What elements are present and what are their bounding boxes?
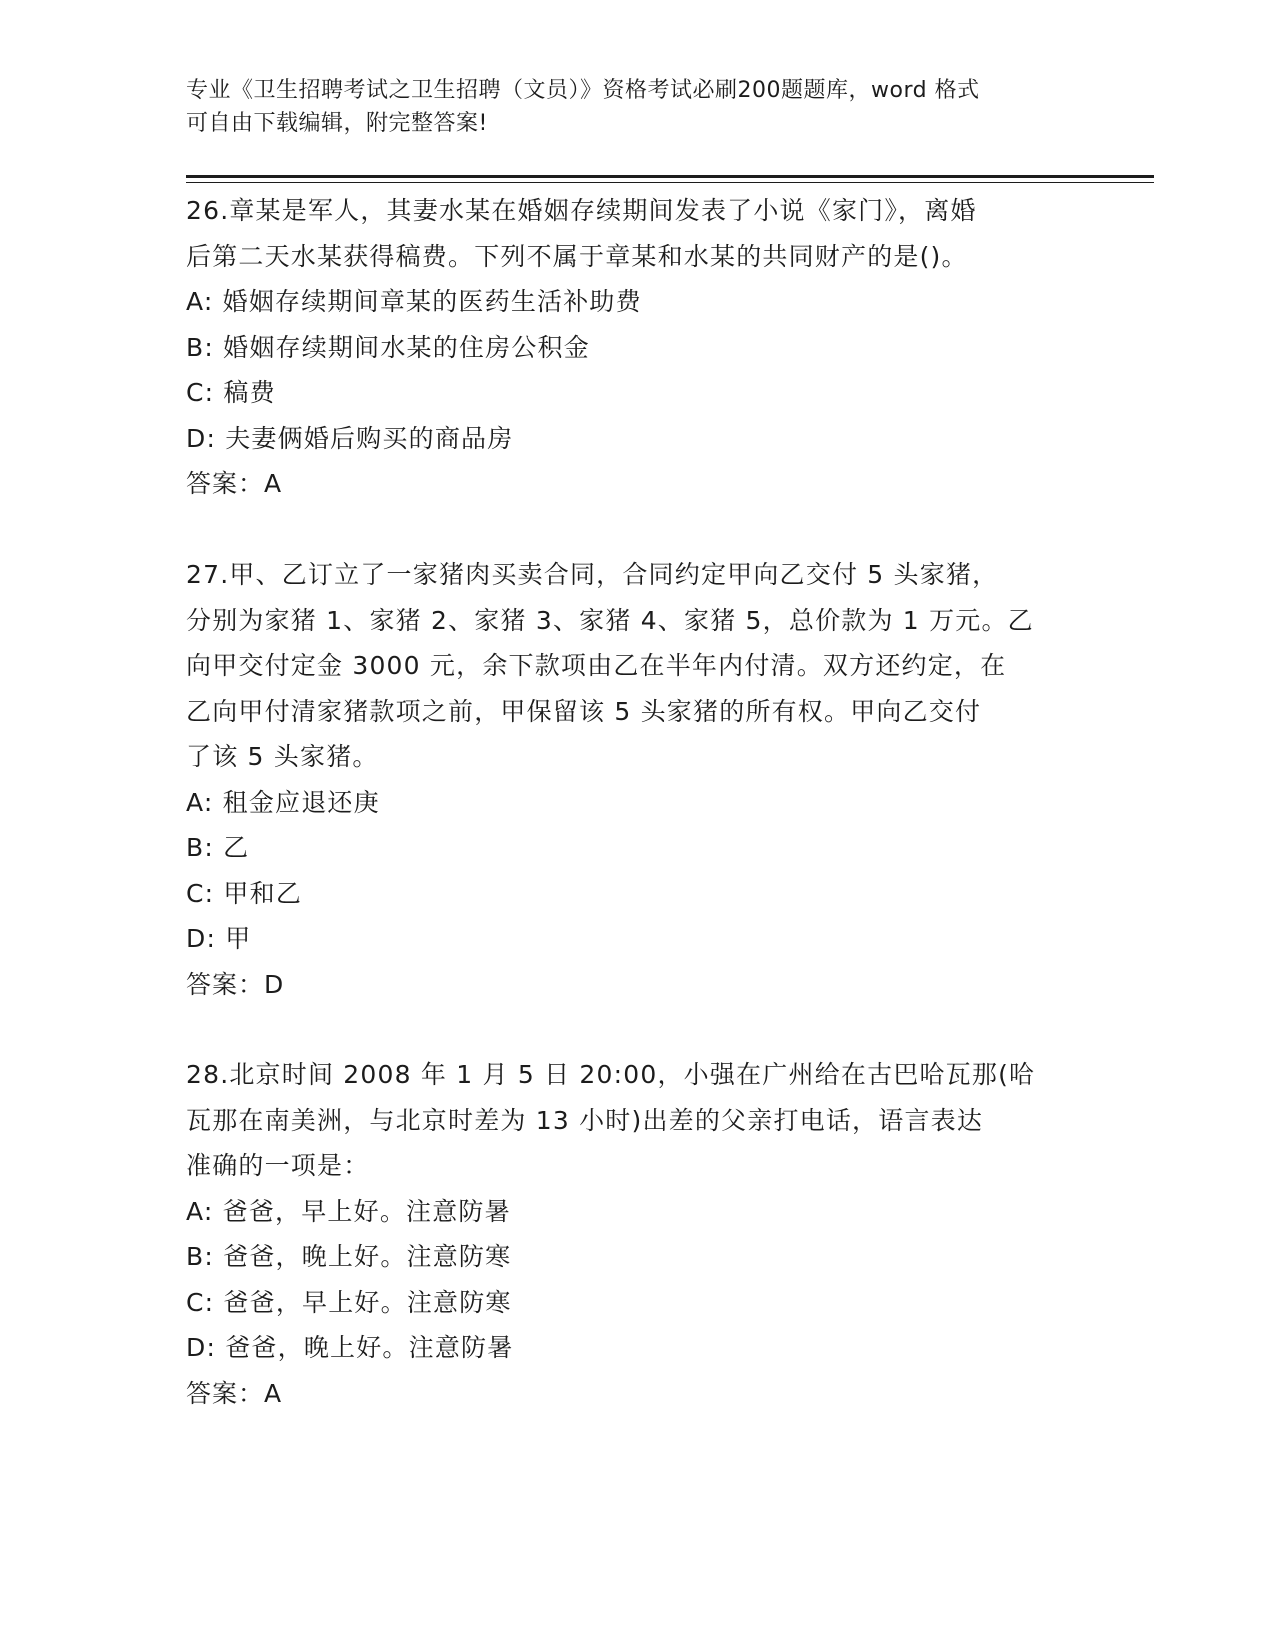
question-stem: 27.甲、乙订立了一家猪肉买卖合同，合同约定甲向乙交付 5 头家猪， 分别为家猪 1、家猪 2、家猪 3、家猪 4、家猪 5，总价款为 1 万元。乙 向甲交付定金 3000 元，余下款项由乙在半年内付清。双方还约定，在 乙向甲付清家猪款项之前，甲保留该 5 头家猪的所有权。甲向乙交付 了该 5 头家猪。: [186, 560, 1034, 771]
intro-line-2: 可自由下载编辑，附完整答案!: [186, 111, 488, 136]
answer-line: 答案：A: [186, 1378, 283, 1408]
answer-line: 答案：A: [186, 469, 283, 498]
option-b: B: 乙: [186, 833, 250, 862]
option-c: C: 甲和乙: [186, 878, 303, 908]
header-divider-thin: [186, 182, 1154, 183]
option-d: D: 夫妻俩婚后购买的商品房: [186, 423, 514, 453]
intro-line-1: 专业《卫生招聘考试之卫生招聘（文员）》资格考试必刷200题题库，word 格式: [186, 78, 980, 103]
question-stem: 26.章某是军人，其妻水某在婚姻存续期间发表了小说《家门》，离婚 后第二天水某获得稿费。下列不属于章某和水某的共同财产的是()。: [186, 196, 977, 271]
question-block: [186, 552, 1086, 1007]
option-b: B: 婚姻存续期间水某的住房公积金: [186, 332, 590, 362]
option-a: A: 租金应退还庚: [186, 787, 380, 817]
option-a: A: 婚姻存续期间章某的医药生活补助费: [186, 287, 642, 316]
question-block: [186, 1052, 1086, 1416]
question-block: [186, 188, 1086, 507]
option-c: C: 稿费: [186, 378, 276, 407]
option-d: D: 爸爸，晚上好。注意防暑: [186, 1333, 514, 1362]
document-intro: [186, 74, 1066, 140]
question-stem: 28.北京时间 2008 年 1 月 5 日 20:00，小强在广州给在古巴哈瓦那(哈 瓦那在南美洲，与北京时差为 13 小时)出差的父亲打电话，语言表达 准确的一项是：: [186, 1060, 1036, 1180]
option-b: B: 爸爸，晚上好。注意防寒: [186, 1242, 512, 1271]
header-divider-thick: [186, 175, 1154, 178]
answer-line: 答案：D: [186, 969, 285, 999]
option-d: D: 甲: [186, 924, 252, 953]
option-c: C: 爸爸，早上好。注意防寒: [186, 1287, 512, 1317]
option-a: A: 爸爸，早上好。注意防暑: [186, 1196, 511, 1226]
